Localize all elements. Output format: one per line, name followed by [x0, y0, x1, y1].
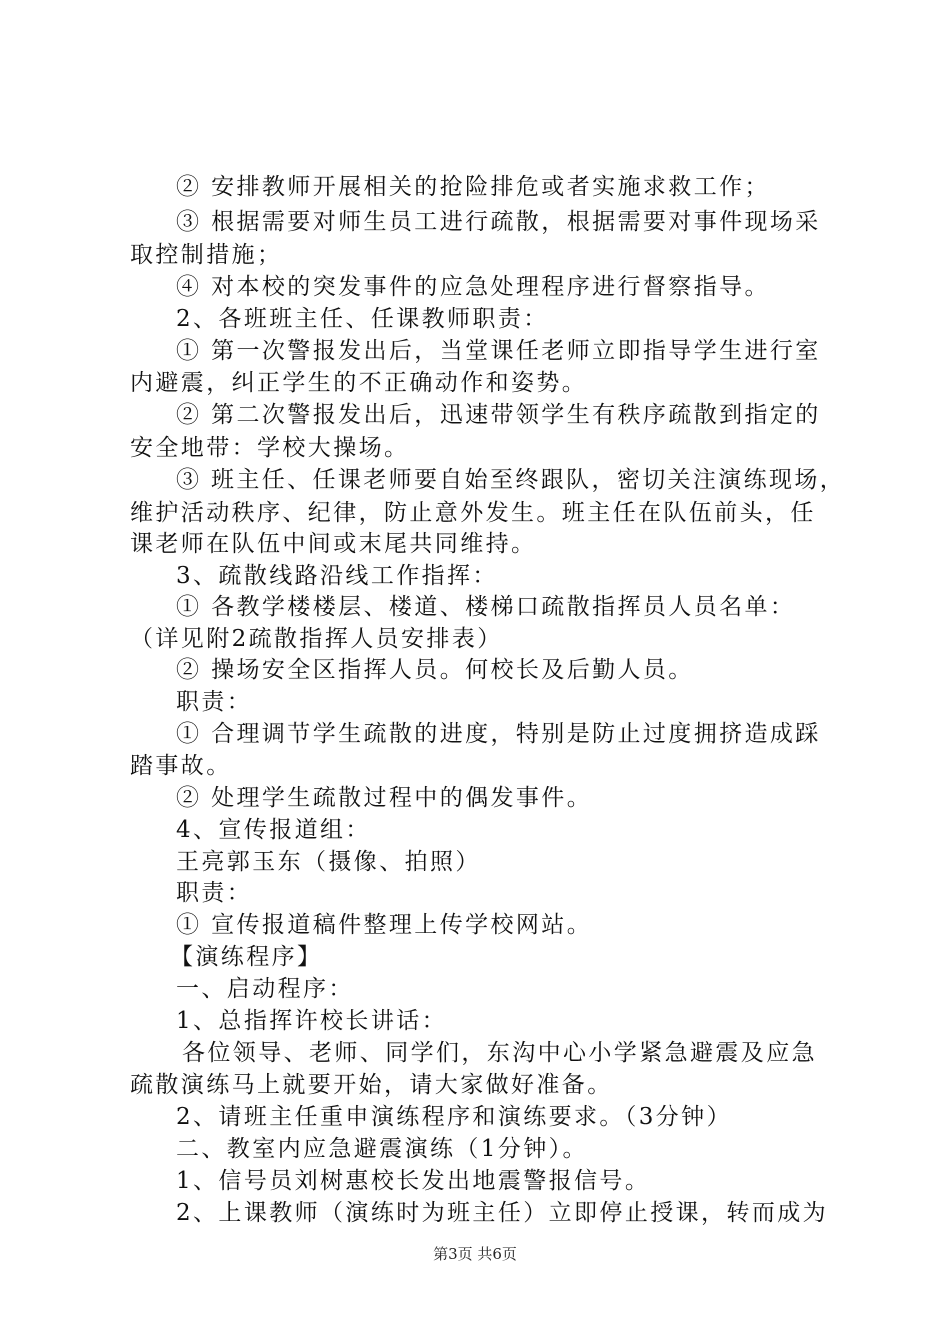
paragraph-line: 1、信号员刘树惠校长发出地震警报信号。: [176, 1168, 651, 1194]
paragraph-line: 安全地带：学校大操场。: [130, 435, 410, 461]
paragraph-line: 疏散演练马上就要开始，请大家做好准备。: [130, 1072, 613, 1098]
paragraph-line: 职责：: [176, 880, 253, 906]
paragraph-line: 踏事故。: [130, 753, 232, 779]
paragraph-line: ① 合理调节学生疏散的进度，特别是防止过度拥挤造成踩: [176, 721, 821, 747]
section-heading: 一、启动程序：: [176, 976, 354, 1002]
paragraph-line: 取控制措施；: [130, 242, 283, 268]
paragraph-line: 王亮郭玉东（摄像、拍照）: [176, 849, 481, 875]
section-heading: 二、教室内应急避震演练（1分钟）。: [176, 1136, 588, 1162]
paragraph-line: 职责：: [176, 689, 253, 715]
paragraph-line: 2、上课教师（演练时为班主任）立即停止授课，转而成为: [176, 1200, 829, 1226]
paragraph-line: ① 第一次警报发出后，当堂课任老师立即指导学生进行室: [176, 338, 821, 364]
paragraph-line: ② 处理学生疏散过程中的偶发事件。: [176, 785, 593, 811]
paragraph-line: ④ 对本校的突发事件的应急处理程序进行督察指导。: [176, 274, 770, 300]
section-heading: 2、各班班主任、任课教师职责：: [176, 306, 549, 332]
paragraph-line: （详见附2疏散指挥人员安排表）: [130, 626, 503, 652]
paragraph-line: 维护活动秩序、纪律，防止意外发生。班主任在队伍前头，任: [130, 500, 816, 526]
paragraph-line: ② 安排教师开展相关的抢险排危或者实施求救工作；: [176, 174, 770, 200]
page-number-footer: 第3页 共6页: [433, 1245, 517, 1263]
paragraph-line: ① 各教学楼楼层、楼道、楼梯口疏散指挥员人员名单：: [176, 594, 796, 620]
section-heading: 4、宣传报道组：: [176, 817, 371, 843]
section-heading: 【演练程序】: [170, 944, 323, 970]
paragraph-line: ② 操场安全区指挥人员。何校长及后勤人员。: [176, 657, 694, 683]
paragraph-line: 内避震，纠正学生的不正确动作和姿势。: [130, 370, 588, 396]
paragraph-line: 课老师在队伍中间或末尾共同维持。: [130, 531, 537, 557]
paragraph-line: ① 宣传报道稿件整理上传学校网站。: [176, 912, 593, 938]
section-heading: 1、总指挥许校长讲话：: [176, 1008, 448, 1034]
paragraph-line: 2、请班主任重申演练程序和演练要求。（3分钟）: [176, 1104, 732, 1130]
paragraph-line: ③ 根据需要对师生员工进行疏散，根据需要对事件现场采: [176, 209, 821, 235]
paragraph-line: ② 第二次警报发出后，迅速带领学生有秩序疏散到指定的: [176, 402, 821, 428]
paragraph-line: ③ 班主任、任课老师要自始至终跟队，密切关注演练现场，: [176, 467, 846, 493]
section-heading: 3、疏散线路沿线工作指挥：: [176, 563, 498, 589]
paragraph-line: 各位领导、老师、同学们，东沟中心小学紧急避震及应急: [182, 1040, 817, 1066]
